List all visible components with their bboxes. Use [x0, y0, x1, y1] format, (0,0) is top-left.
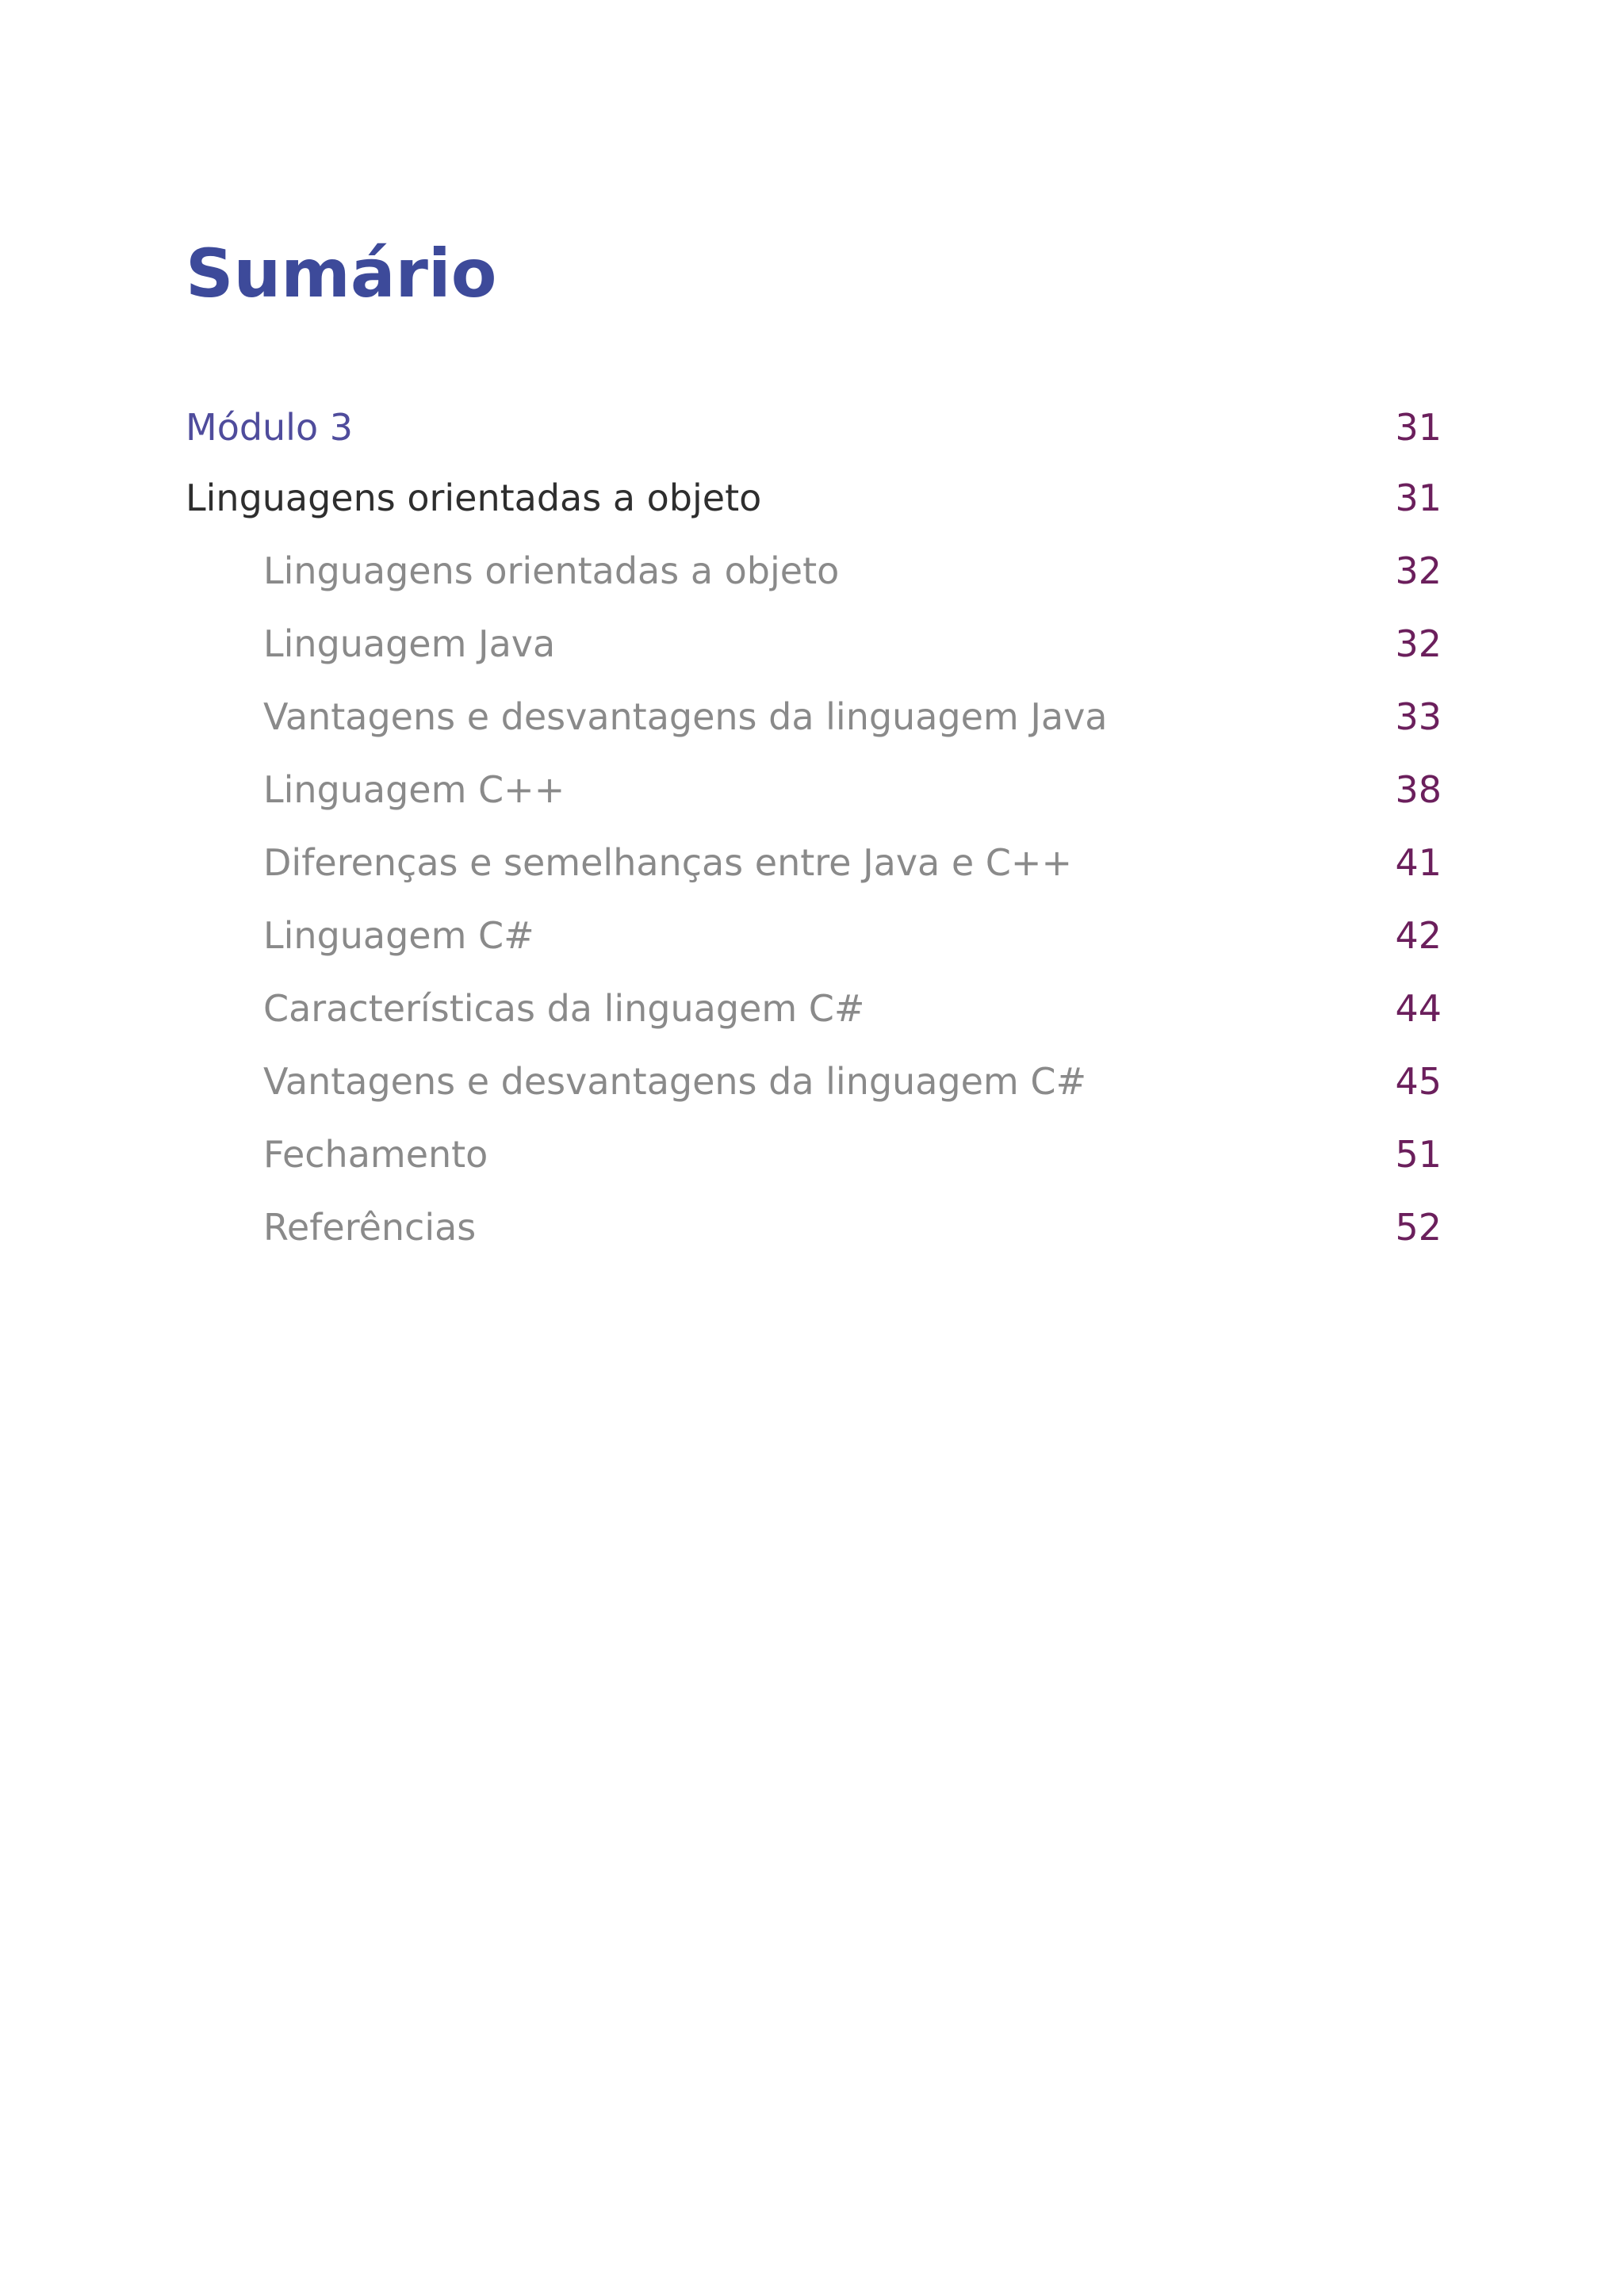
toc-entry-label: Linguagens orientadas a objeto [186, 476, 762, 519]
toc-chapter-entry[interactable] [186, 461, 1442, 534]
toc-entry-page-number: 42 [1395, 914, 1442, 957]
toc-section-entry[interactable] [186, 607, 1442, 680]
toc-entry-page-number: 33 [1395, 695, 1442, 738]
toc-entry-label: Fechamento [263, 1133, 488, 1176]
table-of-contents [186, 393, 1442, 1264]
toc-entry-label: Diferenças e semelhanças entre Java e C++ [263, 841, 1072, 884]
toc-entry-label: Referências [263, 1206, 477, 1249]
toc-entry-page-number: 32 [1395, 622, 1442, 665]
toc-entry-label: Linguagem C++ [263, 768, 565, 811]
toc-entry-page-number: 51 [1395, 1133, 1442, 1176]
toc-entry-page-number: 41 [1395, 841, 1442, 884]
toc-entry-label: Linguagem C# [263, 914, 534, 957]
toc-entry-page-number: 31 [1395, 406, 1442, 449]
page-title: Sumário [186, 235, 497, 312]
toc-entry-page-number: 32 [1395, 549, 1442, 592]
toc-module-entry[interactable] [186, 393, 1442, 461]
toc-section-entry[interactable] [186, 753, 1442, 826]
toc-entry-label: Linguagem Java [263, 622, 556, 665]
toc-entry-page-number: 38 [1395, 768, 1442, 811]
toc-section-entry[interactable] [186, 1191, 1442, 1264]
toc-section-entry[interactable] [186, 972, 1442, 1045]
toc-section-entry[interactable] [186, 826, 1442, 899]
toc-entry-page-number: 44 [1395, 987, 1442, 1030]
toc-entry-label: Vantagens e desvantagens da linguagem C# [263, 1060, 1086, 1103]
toc-section-entry[interactable] [186, 1118, 1442, 1191]
toc-entry-label: Vantagens e desvantagens da linguagem Java [263, 695, 1108, 738]
toc-entry-label: Módulo 3 [186, 406, 353, 449]
toc-entry-label: Linguagens orientadas a objeto [263, 549, 840, 592]
toc-entry-label: Características da linguagem C# [263, 987, 865, 1030]
toc-section-entry[interactable] [186, 1045, 1442, 1118]
toc-entry-page-number: 45 [1395, 1060, 1442, 1103]
toc-entry-page-number: 52 [1395, 1206, 1442, 1249]
toc-section-entry[interactable] [186, 534, 1442, 607]
toc-section-entry[interactable] [186, 899, 1442, 972]
toc-entry-page-number: 31 [1395, 476, 1442, 519]
toc-section-entry[interactable] [186, 680, 1442, 753]
